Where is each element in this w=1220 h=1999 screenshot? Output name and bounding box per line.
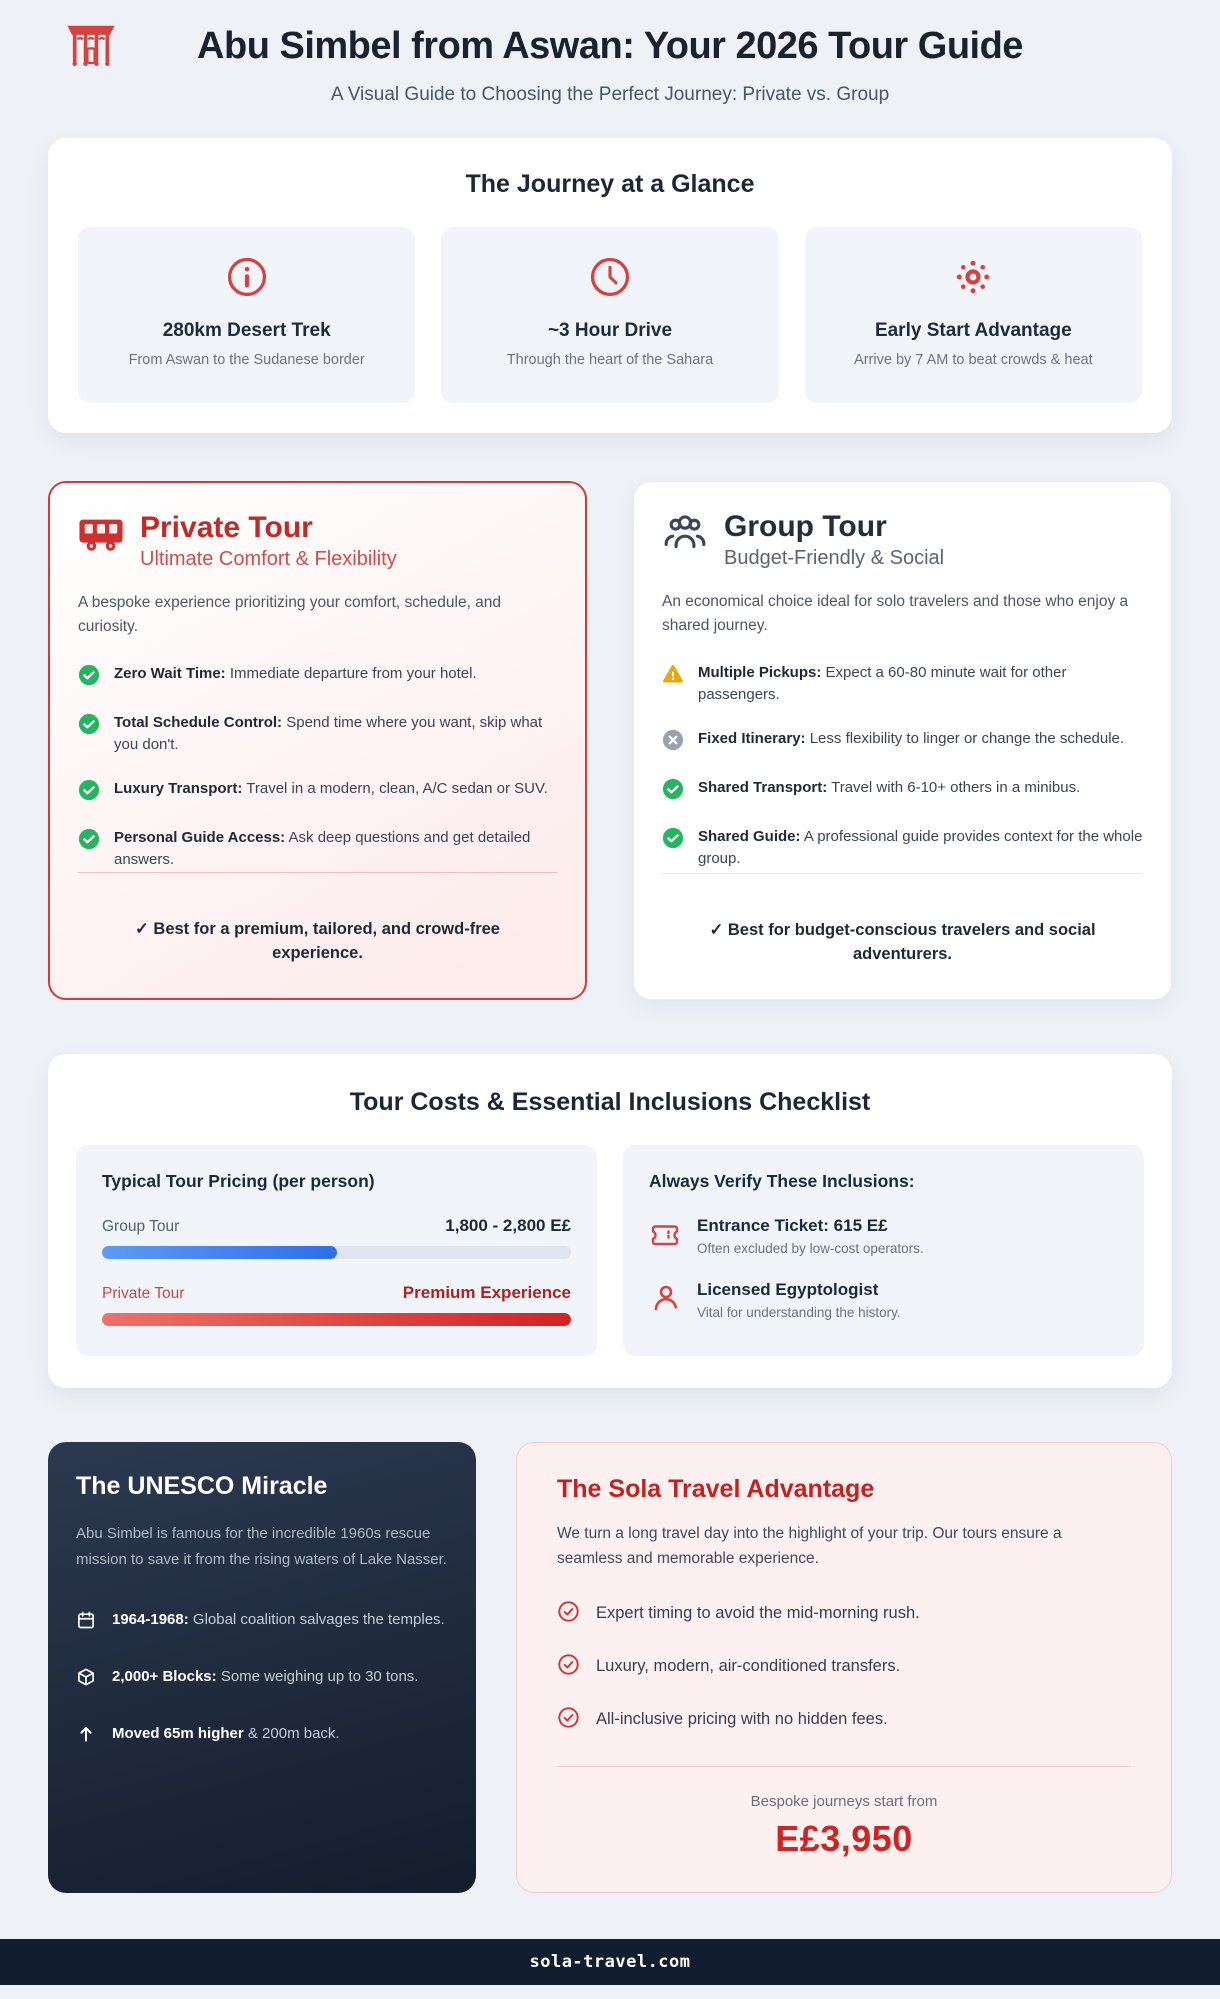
glance-item-early-start [805,227,1142,403]
group-best-for: ✓ Best for budget-conscious travelers and social adventurers. [709,920,1096,964]
glance-item-subtitle: From Aswan to the Sudanese border [128,351,365,368]
price-value: 1,800 - 2,800 E£ [445,1216,571,1236]
list-item [557,1653,1131,1681]
bottom-row [48,1442,1172,1893]
price-row-group [102,1216,571,1236]
starting-price: E£3,950 [775,1817,913,1859]
list-item-lead: Shared Transport: [698,778,828,796]
list-item [662,777,1143,805]
content-container [48,0,1172,1893]
check-circle-icon [78,779,100,806]
list-item-text [114,663,477,686]
calendar-icon [76,1610,96,1635]
x-circle-icon [662,729,684,756]
unesco-description: Abu Simbel is famous for the incredible 1960s rescue mission to save it from the rising waters of Lake Nasser. [76,1525,447,1569]
private-price-bar-track [102,1313,571,1326]
pricing-title: Typical Tour Pricing (per person) [102,1171,375,1192]
bottom-strip [0,1985,1220,1999]
inclusion-text [697,1280,901,1320]
page-title: Abu Simbel from Aswan: Your 2026 Tour Guide [197,25,1023,67]
inclusion-text [697,1216,924,1256]
list-item-lead: 1964-1968: [112,1610,189,1628]
list-item-text [698,662,1143,707]
private-tour-card [48,481,587,1001]
sola-advantage-card [516,1442,1172,1893]
inclusion-subtitle: Vital for understanding the history. [697,1305,901,1321]
list-item-body: Immediate departure from your hotel. [225,664,477,682]
glance-item-subtitle: Through the heart of the Sahara [506,351,714,368]
bus-icon [78,511,124,562]
list-item [78,712,557,757]
glance-item-distance [78,227,415,403]
group-price-bar-fill [102,1246,337,1259]
list-item-lead: Total Schedule Control: [114,713,283,731]
circle-check-icon [557,1600,580,1628]
private-tour-footer [78,872,557,967]
check-circle-icon [662,827,684,854]
private-tour-titles [140,511,557,571]
warning-triangle-icon [662,663,684,690]
costs-grid [76,1145,1144,1356]
price-label: Private Tour [102,1285,185,1303]
glance-item-title: ~3 Hour Drive [547,319,673,341]
check-circle-icon [78,664,100,691]
unesco-list [76,1608,448,1749]
temple-icon [62,14,120,77]
list-item-text [112,1665,418,1688]
price-row-private [102,1283,571,1303]
journey-glance-card [48,138,1172,433]
inclusion-subtitle: Often excluded by low-cost operators. [697,1241,924,1257]
list-item-lead: Multiple Pickups: [698,663,822,681]
list-item-body: Travel with 6-10+ others in a minibus. [827,778,1081,796]
list-item-text [112,1722,340,1745]
inclusion-item [649,1280,1118,1320]
divider [557,1766,1131,1767]
list-item [662,728,1143,756]
sun-icon [951,286,995,303]
private-tour-title: Private Tour [140,510,313,544]
footer-domain: sola-travel.com [529,1952,691,1972]
list-item-body: Spend time where you want, skip what you don't. [114,713,543,754]
list-item-text [698,728,1124,751]
cube-icon [76,1667,96,1692]
list-item-lead: Moved 65m higher [112,1724,244,1742]
list-item-body: Expect a 60-80 minute wait for other passengers. [698,663,1067,704]
list-item-text [698,777,1080,800]
glance-item-title: Early Start Advantage [874,319,1072,341]
list-item-text [114,712,557,757]
list-item-body: Ask deep questions and get detailed answers. [114,828,531,869]
private-tour-description: A bespoke experience prioritizing your comfort, schedule, and curiosity. [78,593,502,635]
ticket-icon [649,1218,681,1255]
group-tour-subtitle: Budget-Friendly & Social [724,546,945,569]
glance-title: The Journey at a Glance [465,169,755,198]
list-item-lead: Personal Guide Access: [114,828,286,846]
inclusions-title: Always Verify These Inclusions: [649,1171,915,1192]
private-tour-header [78,511,557,571]
price-from-label: Bespoke journeys start from [750,1792,938,1810]
glance-grid [78,227,1142,403]
list-item-text [698,826,1143,871]
list-item-lead: 2,000+ Blocks: [112,1667,217,1685]
sola-description: We turn a long travel day into the highlight of your trip. Our tours ensure a seamless and memorable experience. [557,1525,1062,1567]
list-item-text: Luxury, modern, air-conditioned transfers. [596,1657,901,1676]
unesco-title: The UNESCO Miracle [76,1472,328,1501]
inclusions-panel [623,1145,1144,1356]
list-item-lead: Fixed Itinerary: [698,729,806,747]
info-icon [225,286,269,303]
page-header [48,0,1172,106]
tour-comparison [48,481,1172,1001]
pricing-panel [76,1145,597,1356]
private-price-bar-fill [102,1313,571,1326]
list-item-text: All-inclusive pricing with no hidden fees. [596,1710,888,1729]
glance-item-subtitle: Arrive by 7 AM to beat crowds & heat [854,351,1093,368]
list-item-lead: Shared Guide: [698,827,801,845]
arrow-up-icon [76,1724,96,1749]
glance-item-duration [441,227,778,403]
check-circle-icon [662,778,684,805]
list-item [557,1706,1131,1734]
check-circle-icon [78,828,100,855]
sola-title: The Sola Travel Advantage [557,1475,875,1504]
list-item [662,826,1143,871]
person-icon [649,1282,681,1319]
list-item [78,827,557,872]
list-item [78,778,557,806]
costs-title: Tour Costs & Essential Inclusions Checklist [349,1088,871,1117]
list-item-text [112,1608,445,1631]
group-tour-header [662,510,1143,570]
inclusion-item [649,1216,1118,1256]
group-tour-description: An economical choice ideal for solo travelers and those who enjoy a shared journey. [662,592,1129,634]
list-item-body: & 200m back. [243,1724,340,1742]
list-item-lead: Luxury Transport: [114,779,243,797]
private-best-for: ✓ Best for a premium, tailored, and crowd-free experience. [135,919,500,963]
group-price-bar-track [102,1246,571,1259]
inclusion-title: Licensed Egyptologist [697,1280,879,1300]
list-item [76,1722,448,1749]
circle-check-icon [557,1706,580,1734]
price-label: Group Tour [102,1218,180,1236]
check-circle-icon [78,713,100,740]
list-item-text [114,827,557,872]
glance-item-title: 280km Desert Trek [162,319,331,341]
list-item-body: Global coalition salvages the temples. [188,1610,445,1628]
list-item [76,1608,448,1635]
list-item-body: A professional guide provides context for the whole group. [698,827,1143,868]
list-item-lead: Zero Wait Time: [114,664,226,682]
list-item-body: Some weighing up to 30 tons. [216,1667,419,1685]
circle-check-icon [557,1653,580,1681]
costs-card [48,1054,1172,1388]
list-item [78,663,557,691]
group-tour-footer [662,873,1143,968]
list-item [557,1600,1131,1628]
unesco-card [48,1442,476,1893]
list-item-body: Less flexibility to linger or change the schedule. [805,729,1125,747]
inclusion-title: Entrance Ticket: 615 E£ [697,1216,888,1236]
page-subtitle: A Visual Guide to Choosing the Perfect Journey: Private vs. Group [330,83,890,105]
list-item-text [114,778,548,801]
group-tour-card [633,481,1172,1001]
private-tour-subtitle: Ultimate Comfort & Flexibility [140,547,397,570]
group-tour-titles [724,510,1143,570]
list-item-text: Expert timing to avoid the mid-morning rush. [596,1604,920,1623]
clock-icon [588,286,632,303]
price-value: Premium Experience [402,1283,571,1303]
list-item [76,1665,448,1692]
people-group-icon [662,510,708,561]
private-tour-list [78,663,557,872]
sola-list [557,1600,1131,1734]
list-item [662,662,1143,707]
group-tour-title: Group Tour [724,509,887,543]
group-tour-list [662,662,1143,871]
list-item-body: Travel in a modern, clean, A/C sedan or SUV. [242,779,548,797]
footer-bar [0,1939,1220,1985]
